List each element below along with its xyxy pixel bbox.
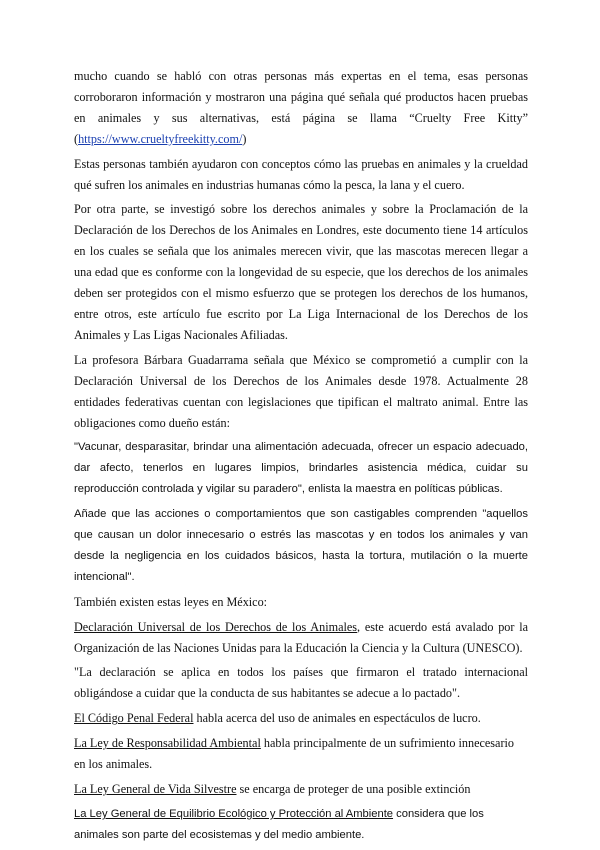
paragraph-obligations-quote: "Vacunar, desparasitar, brindar una alimentación adecuada, ofrecer un espacio adecuado, dar afecto, tenerlos en lugares limpios, brindarles asistencia médica, cuidar su reproducción controlada y vigilar su paradero", enlista la maestra en políticas públicas. xyxy=(74,441,528,496)
law-title-ecological-balance: La Ley General de Equilibrio Ecológico y Protección al Ambiente xyxy=(74,807,394,820)
paragraph-concepts: Estas personas también ayudaron con conceptos cómo las pruebas en animales y la crueldad qué sufren los animales en industrias humanas cómo la pesca, la lana y el cuero. xyxy=(74,156,528,192)
paragraph-proclamation: Por otra parte, se investigó sobre los derechos animales y sobre la Proclamación de la Declaración de los Derechos de los Animales en Londres, este documento tiene 14 artículos en los cuales se señala que los animales merecen vivir, que las mascotas merecen llegar a una edad que es conforme con la longevidad de su especie, que los derechos de los animales deben ser protegidos con el mismo esfuerzo que se protegen los derechos de los humanos, entre otros, este artículo fue escrito por La Liga Internacional de los Derechos de los Animales y Las Ligas Nacionales Afiliadas. xyxy=(74,202,528,342)
paragraph-guadarrama: La profesora Bárbara Guadarrama señala que México se comprometió a cumplir con la Declaración Universal de los Derechos de los Animales desde 1978. Actualmente 28 entidades federativas cuentan con legislaciones que tipifican el maltrato animal. Entre las obligaciones como dueño están: xyxy=(74,352,528,430)
paragraph-declaration-quote: "La declaración se aplica en todos los países que firmaron el tratado internacional obligándose a cuidar que la conducta de sus habitantes se adecue a lo pactado". xyxy=(74,665,528,701)
paragraph-environmental-responsibility xyxy=(74,733,528,775)
law-title-wildlife: La Ley General de Vida Silvestre xyxy=(74,782,237,796)
paragraph-cruelty-free xyxy=(74,66,528,150)
law-title-environmental-responsibility: La Ley de Responsabilidad Ambiental xyxy=(74,736,261,751)
paragraph-laws-intro: También existen estas leyes en México: xyxy=(74,594,268,609)
paragraph-ecological-balance xyxy=(74,804,528,846)
paragraph-text: considera que los animales son parte del ecosistemas y del medio ambiente. xyxy=(74,807,484,841)
paragraph-text: ) xyxy=(242,131,247,146)
paragraph-universal-declaration xyxy=(74,617,528,659)
paragraph-text: se encarga de proteger de una posible extinción xyxy=(236,782,471,796)
paragraph-text: mucho cuando se habló con otras personas más expertas en el tema, esas personas corroboraron información y mostraron una página qué señala qué productos hacen pruebas en animales y sus alternativas, está página se llama “Cruelty Free Kitty” ( xyxy=(74,69,528,146)
document-body xyxy=(74,66,528,850)
cruelty-free-kitty-link[interactable]: https://www.crueltyfreekitty.com/ xyxy=(78,131,243,146)
paragraph-wildlife-law xyxy=(74,779,528,800)
law-title-universal-declaration: Declaración Universal de los Derechos de los Animales xyxy=(74,619,358,634)
paragraph-punishable-actions: Añade que las acciones o comportamientos que son castigables comprenden "aquellos que causan un dolor innecesario o estrés las mascotas y en todos los animales y van desde la negligencia en los cuidados básicos, hasta la tortura, mutilación o la muerte intencional". xyxy=(74,508,528,583)
law-title-penal-code: El Código Penal Federal xyxy=(74,711,194,726)
paragraph-text: habla principalmente de un sufrimiento innecesario en los animales. xyxy=(74,736,514,772)
paragraph-text: habla acerca del uso de animales en espectáculos de lucro. xyxy=(193,711,481,726)
paragraph-penal-code xyxy=(74,708,528,729)
paragraph-text: , este acuerdo está avalado por la Organización de las Naciones Unidas para la Educación la Ciencia y la Cultura (UNESCO). xyxy=(74,619,528,655)
